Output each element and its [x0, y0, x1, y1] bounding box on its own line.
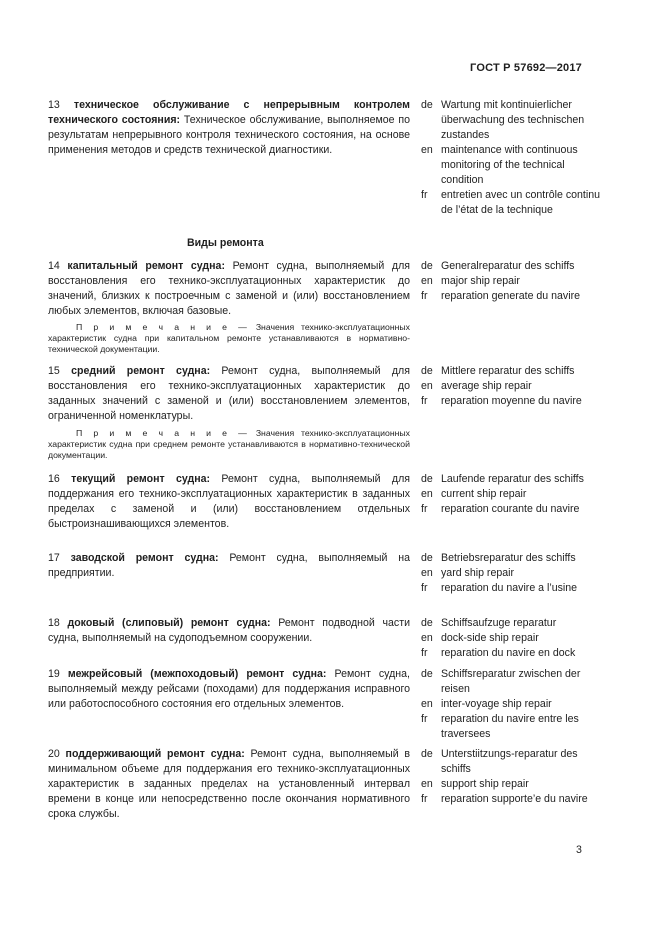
entry-definition: Ремонт судна, выполняемый между рейсами (походами) для поддержания исправного или работоспособного состояния его отдельных элементов.: [48, 668, 410, 710]
translation-fr: fr reparation generate du navire: [421, 290, 580, 302]
entry-definition: Ремонт судна, выполняемый для поддержания его технико-эксплуатационных характеристик в заданных пределах с заменой и (или) восстановлением отдельных быстроизнашивающихся элементов.: [48, 473, 410, 530]
translation-de: de Laufende reparatur des schiffs: [421, 473, 584, 485]
translation-en: en yard ship repair: [421, 567, 515, 579]
translations-18: [421, 616, 601, 661]
entry-definition: Ремонт подводной части судна, выполняемый на судоподъемном сооружении.: [48, 617, 410, 644]
translations-15: [421, 364, 601, 409]
translations-20: [421, 747, 601, 807]
translation-en: en support ship repair: [421, 778, 529, 790]
translations-16: [421, 472, 601, 517]
entry-term: капитальный ремонт судна:: [67, 260, 225, 272]
translation-fr: fr reparation du navire a l’usine: [421, 582, 578, 594]
note-label: П р и м е ч а н и е —: [76, 322, 250, 332]
entry-number: 14: [48, 260, 60, 272]
translation-en: en major ship repair: [421, 275, 520, 287]
entry-number: 15: [48, 365, 60, 377]
translation-de: de Mittlere reparatur des schiffs: [421, 365, 575, 377]
translation-de: de Unterstiitzungs-reparatur des schiffs: [421, 748, 578, 775]
term-entry-16: [48, 472, 410, 532]
note-text: Значения технико-эксплуатационных характеристик судна при среднем ремонте устанавливаются в нормативно-технической документации.: [48, 428, 410, 460]
note-14: [48, 322, 410, 355]
document-header: ГОСТ Р 57692—2017: [470, 62, 582, 74]
translation-de: de Schiffsreparatur zwischen der reisen: [421, 668, 581, 695]
translation-fr: fr reparation courante du navire: [421, 503, 580, 515]
entry-definition: Техническое обслуживание, выполняемое по результатам непрерывного контроля технического состояния, на основе применения методов и средств технической диагностики.: [48, 114, 410, 156]
section-title: Виды ремонта: [187, 237, 264, 249]
translation-en: en maintenance with continuous monitoring of the technical condition: [421, 144, 578, 186]
entry-term: заводской ремонт судна:: [70, 552, 219, 564]
entry-number: 17: [48, 552, 60, 564]
translations-19: [421, 667, 601, 742]
entry-term: поддерживающий ремонт судна:: [65, 748, 245, 760]
entry-term: техническое обслуживание с непрерывным контролем технического состояния:: [48, 99, 411, 126]
entry-number: 20: [48, 748, 60, 760]
translation-fr: fr reparation du navire en dock: [421, 647, 576, 659]
entry-definition: Ремонт судна, выполняемый для восстановления его технико-эксплуатационных характеристик до заданных значений с заменой и (или) восстановлением элементов, ограниченной номенклатуры.: [48, 365, 410, 422]
entry-term: доковый (слиповый) ремонт судна:: [67, 617, 271, 629]
note-text: Значения технико-эксплуатационных характеристик судна при капитальном ремонте устанавливаются в нормативно-технической документации.: [48, 322, 410, 354]
translation-en: en inter-voyage ship repair: [421, 698, 552, 710]
translations-14: [421, 259, 601, 304]
page-number: 3: [576, 844, 582, 856]
translation-de: de Schiffsaufzuge reparatur: [421, 617, 557, 629]
term-entry-15: [48, 364, 410, 424]
term-entry-19: [48, 667, 410, 712]
entry-definition: Ремонт судна, выполняемый на предприятии.: [48, 552, 410, 579]
translation-en: en average ship repair: [421, 380, 532, 392]
translation-de: de Generalreparatur des schiffs: [421, 260, 575, 272]
term-entry-14: [48, 259, 410, 319]
translations-13: [421, 98, 601, 218]
translation-en: en current ship repair: [421, 488, 527, 500]
translation-de: de Wartung mit kontinuierlicher überwachung des technischen zustandes: [421, 99, 585, 141]
translation-fr: fr entretien avec un contrôle continu de l’état de la technique: [421, 189, 601, 216]
entry-number: 18: [48, 617, 60, 629]
translation-en: en dock-side ship repair: [421, 632, 539, 644]
entry-number: 13: [48, 99, 60, 111]
translation-de: de Betriebsreparatur des schiffs: [421, 552, 576, 564]
entry-term: текущий ремонт судна:: [71, 473, 211, 485]
translations-17: [421, 551, 601, 596]
entry-number: 16: [48, 473, 60, 485]
entry-definition: Ремонт судна, выполняемый в минимальном объеме для поддержания его технико-эксплуатационных характеристик в заданных пределах на установленный интервал времени в конце или непосредственно после окончания нормативного срока службы.: [48, 748, 410, 820]
entry-term: средний ремонт судна:: [71, 365, 211, 377]
entry-definition: Ремонт судна, выполняемый для восстановления его технико-эксплуатационных характеристик до значений, близких к построечным с заменой и (или) восстановлением любых элементов, включая базовые.: [48, 260, 411, 317]
note-label: П р и м е ч а н и е —: [76, 428, 250, 438]
term-entry-18: [48, 616, 410, 646]
note-15: [48, 428, 410, 461]
entry-term: межрейсовый (межпоходовый) ремонт судна:: [67, 668, 327, 680]
entry-number: 19: [48, 668, 60, 680]
translation-fr: fr reparation moyenne du navire: [421, 395, 582, 407]
term-entry-17: [48, 551, 410, 581]
term-entry-20: [48, 747, 410, 822]
translation-fr: fr reparation du navire entre les traversees: [421, 713, 579, 740]
term-entry-13: [48, 98, 410, 158]
translation-fr: fr reparation supporte’e du navire: [421, 793, 588, 805]
